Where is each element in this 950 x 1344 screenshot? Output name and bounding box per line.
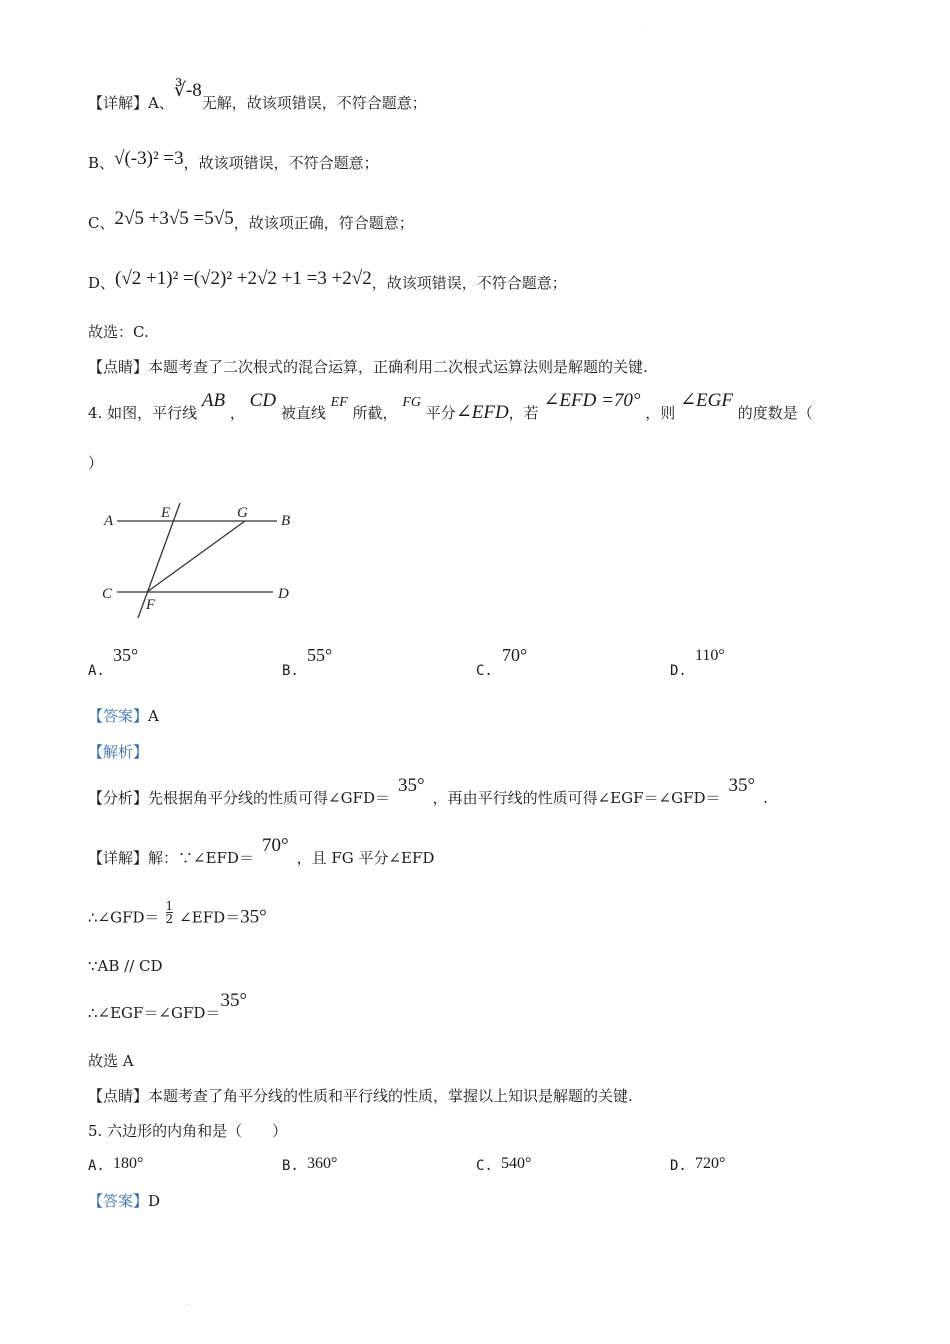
q5-stem: 5. 六边形的内角和是（ ） [88, 1122, 288, 1140]
q4-choice: 故选 A [88, 1052, 134, 1070]
q4-option-d-value: 110° [695, 647, 725, 664]
q3-option-d-detail: D、(√2 +1)² =(√2)² +2√2 +1 =3 +2√2，故该项错误，不符合题意； [88, 268, 567, 292]
q3-option-a-detail: 【详解】A、∛-8无解，故该项错误，不符合题意； [88, 80, 427, 112]
q3-option-c-detail: C、2√5 +3√5 =5√5，故该项正确，符合题意； [88, 208, 414, 232]
q4-detail-1: 【详解】解：∵∠EFD＝70°，且 FG 平分∠EFD [88, 835, 435, 867]
label-b: B [281, 513, 291, 529]
label-g: G [237, 505, 248, 521]
q4-option-b-letter: B. [282, 663, 299, 679]
q5-option-a-value: 180° [113, 1155, 144, 1172]
q4-option-a-letter: A. [88, 663, 105, 679]
q5-option-b-letter: B. [282, 1158, 299, 1174]
q4-detail-3: ∵AB // CD [88, 957, 163, 975]
q5-option-c-letter: C. [476, 1158, 493, 1174]
corner-mark-bottom: . [186, 1300, 188, 1307]
q5-option-c-value: 540° [501, 1155, 532, 1172]
q5-answer: 【答案】D [88, 1192, 161, 1210]
label-f: F [146, 597, 156, 613]
q5-option-b-value: 360° [307, 1155, 338, 1172]
q4-option-c-value: 70° [502, 645, 528, 665]
q4-option-d-letter: D. [670, 663, 687, 679]
q4-option-c-letter: C. [476, 663, 493, 679]
label-c: C [102, 586, 113, 602]
corner-mark: . [645, 22, 647, 29]
q4-comment: 【点睛】本题考查了角平分线的性质和平行线的性质，掌握以上知识是解题的关键. [88, 1087, 633, 1105]
label-d: D [278, 586, 289, 602]
cube-root-expr: ∛-8 [173, 80, 202, 101]
q4-option-a-value: 35° [113, 645, 139, 665]
q4-detail-4: ∴∠EGF＝∠GFD＝35° [88, 990, 248, 1022]
label-e: E [161, 505, 171, 521]
q4-answer: 【答案】A [88, 707, 159, 725]
fraction-half: $\frac{1}{2}$ [165, 899, 174, 926]
q3-comment: 【点睛】本题考查了二次根式的混合运算，正确利用二次根式运算法则是解题的关键. [88, 358, 648, 376]
q5-option-a-letter: A. [88, 1158, 105, 1174]
q5-option-d-letter: D. [670, 1158, 687, 1174]
q4-analysis: 【分析】先根据角平分线的性质可得∠GFD＝35°，再由平行线的性质可得∠EGF＝∠GFD＝35°. [88, 775, 768, 807]
q4-stem-end: ） [88, 454, 104, 472]
q4-detail-2: ∴∠GFD＝ $\frac{1}{2}$ ∠EFD＝35° [88, 899, 267, 928]
q4-stem: 4. 如图，平行线 AB ， CD 被直线 EF 所截， FG 平分∠EFD，若 ∠EFD =70° ，则 ∠EGF 的度数是（ [88, 390, 813, 423]
q4-option-b-value: 55° [307, 645, 333, 665]
q3-choice: 故选：C. [88, 323, 149, 341]
sqrt-expr-c: 2√5 +3√5 =5√5 [114, 208, 234, 229]
q4-analysis-tag: 【解析】 [88, 743, 149, 761]
q3-option-b-detail: B、√(-3)² =3，故该项错误，不符合题意； [88, 148, 379, 172]
line-fg [147, 521, 245, 592]
sqrt-expr-d: (√2 +1)² =(√2)² +2√2 +1 =3 +2√2 [115, 268, 372, 289]
label-a: A [104, 513, 114, 529]
sqrt-expr-b: √(-3)² =3 [114, 148, 184, 169]
line-ef [138, 503, 180, 618]
q5-option-d-value: 720° [695, 1155, 726, 1172]
parallel-lines-figure [95, 500, 305, 630]
